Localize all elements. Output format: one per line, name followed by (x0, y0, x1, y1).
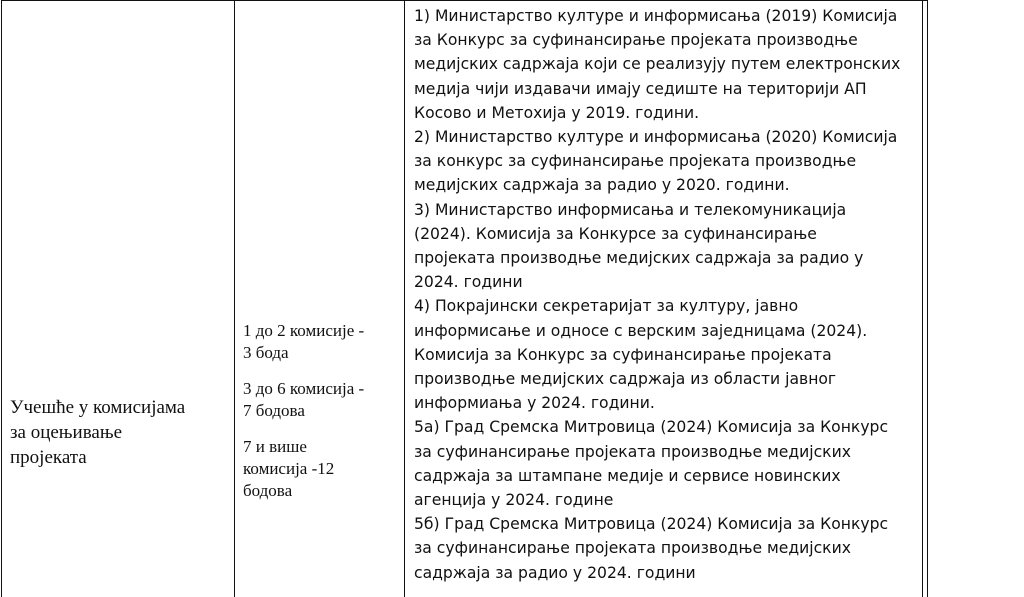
points-line: 1 до 2 комисије - (243, 321, 365, 340)
points-group-3 (243, 436, 403, 502)
commission-line: медија чији издавачи имају седиште на територији АП (414, 79, 867, 98)
commission-line: 1) Министарство културе и информисања (2019) Комисија (414, 7, 898, 25)
commission-line: Косово и Метохија у 2019. години. (414, 103, 700, 122)
table-top-border (1, 0, 928, 1)
commission-line: 2024. години (414, 273, 523, 292)
points-group-2 (243, 378, 403, 422)
commissions-cell (414, 4, 919, 585)
criterion-line: пројеката (10, 447, 87, 468)
commission-line: садржаја за штампане медије и сервисе новинских (414, 466, 841, 485)
criterion-line: Учешће у комисијама (10, 397, 186, 418)
commission-line: Комисија за Конкурс за суфинансирање пројеката (414, 345, 832, 364)
commission-line: агенција у 2024. године (414, 491, 614, 510)
commission-line: за конкурс за суфинансирање пројеката производње (414, 152, 857, 171)
commission-line: за суфинансирање пројеката производње медијских (414, 442, 851, 461)
points-line: 7 бодова (243, 401, 305, 420)
commission-line: пројеката производње медијских садржаја за радио у (414, 249, 864, 268)
commission-line: 5а) Град Сремска Митровица (2024) Комисија за Конкурс (414, 418, 889, 437)
points-line: комисија -12 (243, 459, 335, 478)
column-divider-1 (234, 0, 235, 597)
commission-line: за суфинансирање пројеката производње медијских (414, 539, 851, 558)
commission-line: медијских садржаја за радио у 2020. години. (414, 176, 790, 195)
commission-line: за Конкурс за суфинансирање пројеката производње (414, 31, 858, 50)
criterion-line: за оцењивање (10, 422, 123, 443)
table-right-border-inner (922, 0, 923, 597)
commission-line: (2024). Комисија за Конкурсе за суфинансирање (414, 224, 817, 243)
commission-line: 4) Покрајински секретаријат за културу, јавно (414, 297, 799, 316)
points-group-1 (243, 320, 403, 364)
column-divider-2 (404, 0, 405, 597)
commission-line: 2) Министарство културе и информисања (2020) Комисија (414, 128, 898, 147)
commission-line: информисање и односе с верским заједницама (2024). (414, 321, 868, 340)
commission-line: информиања у 2024. години. (414, 394, 655, 413)
commission-line: садржаја за радио у 2024. години (414, 563, 696, 582)
points-line: бодова (243, 481, 293, 500)
table-left-border (1, 0, 2, 597)
commission-line: производње медијских садржаја из области јавног (414, 370, 837, 389)
points-cell (243, 320, 403, 516)
criterion-cell (10, 395, 225, 470)
commission-line: медијских садржаја који се реализују путем електронских (414, 55, 901, 74)
table-right-border-outer (927, 0, 928, 597)
commission-line: 3) Министарство информисања и телекомуникација (414, 200, 847, 219)
points-line: 3 до 6 комисија - (243, 379, 365, 398)
points-line: 3 бода (243, 343, 289, 362)
points-line: 7 и више (243, 437, 307, 456)
commission-line: 5б) Град Сремска Митровица (2024) Комисија за Конкурс (414, 515, 889, 534)
